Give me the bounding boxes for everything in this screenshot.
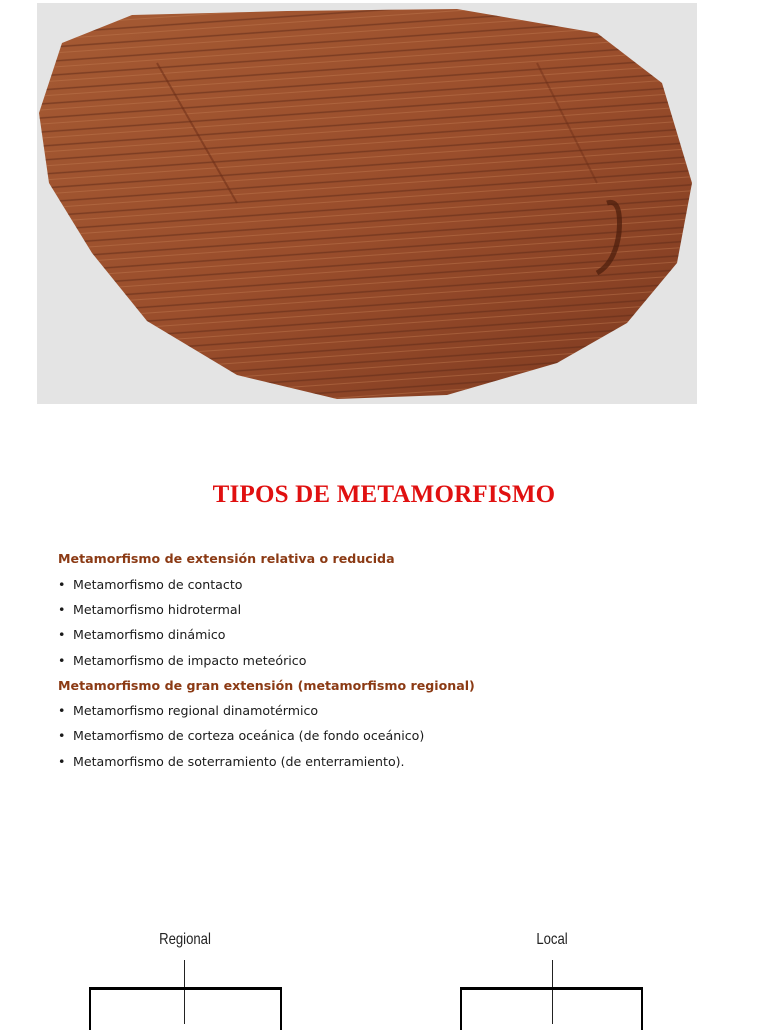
- bullet-icon: •: [58, 577, 66, 592]
- list-item: [58, 577, 242, 592]
- bullet-icon: •: [58, 728, 66, 743]
- list-item: [58, 627, 225, 642]
- list-item-label: Metamorfismo de soterramiento (de enterramiento).: [73, 754, 405, 769]
- group-heading-reduced: Metamorfismo de extensión relativa o reducida: [58, 551, 395, 566]
- list-item-label: Metamorfismo de corteza oceánica (de fondo oceánico): [73, 728, 425, 743]
- diagram-label-local: Local: [536, 931, 568, 948]
- list-item: [58, 754, 405, 769]
- page-title: TIPOS DE METAMORFISMO: [212, 481, 556, 508]
- diagram-label-regional: Regional: [159, 931, 211, 948]
- list-item: [58, 728, 424, 743]
- group-heading-regional: Metamorfismo de gran extensión (metamorfismo regional): [58, 678, 475, 693]
- list-item: [58, 602, 241, 617]
- list-item-label: Metamorfismo de impacto meteórico: [73, 653, 307, 668]
- bullet-icon: •: [58, 653, 66, 668]
- rock-photo: [37, 3, 697, 404]
- list-item-label: Metamorfismo de contacto: [73, 577, 243, 592]
- list-item: [58, 653, 306, 668]
- list-item: [58, 703, 318, 718]
- bullet-icon: •: [58, 602, 66, 617]
- list-item-label: Metamorfismo dinámico: [73, 627, 226, 642]
- list-item-label: Metamorfismo regional dinamotérmico: [73, 703, 319, 718]
- list-item-label: Metamorfismo hidrotermal: [73, 602, 242, 617]
- metamorphic-rock-icon: [37, 3, 697, 404]
- bullet-icon: •: [58, 703, 66, 718]
- bullet-icon: •: [58, 627, 66, 642]
- bullet-icon: •: [58, 754, 66, 769]
